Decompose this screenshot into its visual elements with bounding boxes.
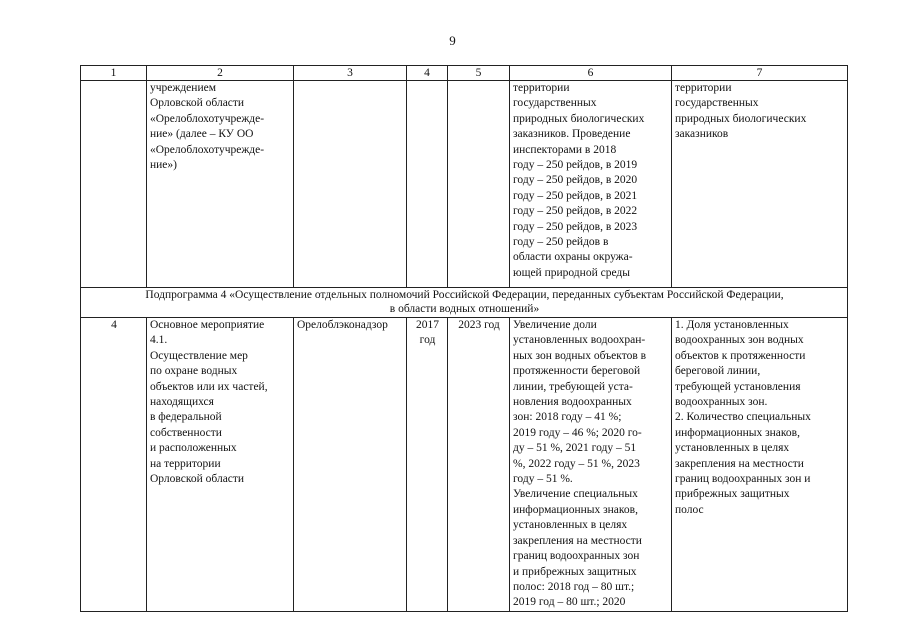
row2-number-cell: 4 bbox=[81, 318, 147, 612]
column-number-2: 2 bbox=[147, 66, 294, 81]
row1-executor-cell bbox=[294, 81, 407, 288]
table-row-continuation bbox=[81, 81, 848, 288]
row2-indicator-cell: 1. Доля установленных водоохранных зон водных объектов к протяженности береговой линии, требующей установления водоохранных зон. 2. Количество специальных информационных знаков, установленных в целях закрепления на местности границ водоохранных зон и прибрежных защитных полос bbox=[672, 318, 848, 612]
row1-indicator-cell: территории государственных природных биологических заказников bbox=[672, 81, 848, 288]
row1-measure-cell: учреждением Орловской области «Орелоблохотучрежде- ние» (далее – КУ ОО «Орелоблохотучрежде- ние») bbox=[147, 81, 294, 288]
page-number: 9 bbox=[449, 33, 456, 48]
column-number-5: 5 bbox=[448, 66, 510, 81]
row2-executor-cell: Орелоблэконадзор bbox=[294, 318, 407, 612]
subprogram-title: Подпрограмма 4 «Осуществление отдельных полномочий Российской Федерации, переданных субъектам Российской Федерации, в области водных отношений» bbox=[81, 288, 848, 318]
row1-number-cell bbox=[81, 81, 147, 288]
row2-measure-cell: Основное мероприятие 4.1. Осуществление мер по охране водных объектов или их частей, находящихся в федеральной собственности и расположенных на территории Орловской области bbox=[147, 318, 294, 612]
column-number-1: 1 bbox=[81, 66, 147, 81]
row1-end-cell bbox=[448, 81, 510, 288]
table-row-measure-4-1 bbox=[81, 318, 848, 612]
row2-end-cell: 2023 год bbox=[448, 318, 510, 612]
row1-start-cell bbox=[407, 81, 448, 288]
row1-result-cell: территории государственных природных биологических заказников. Проведение инспекторами в 2018 году – 250 рейдов, в 2019 году – 250 рейдов, в 2020 году – 250 рейдов, в 2021 году – 250 рейдов, в 2022 году – 250 рейдов, в 2023 году – 250 рейдов в области охраны окружа- ющей природной среды bbox=[510, 81, 672, 288]
subprogram-row bbox=[81, 288, 848, 318]
column-number-7: 7 bbox=[672, 66, 848, 81]
column-number-3: 3 bbox=[294, 66, 407, 81]
column-number-row bbox=[81, 66, 848, 81]
row2-result-cell: Увеличение доли установленных водоохран- ных зон водных объектов в протяженности береговой линии, требующей уста- новления водоохранных зон: 2018 году – 41 %; 2019 году – 46 %; 2020 го- ду – 51 %, 2021 году – 51 %, 2022 году – 51 %, 2023 году – 51 %. Увеличение специальных информационных знаков, установленных в целях закрепления на местности границ водоохранных зон и прибрежных защитных полос: 2018 год – 80 шт.; 2019 год – 80 шт.; 2020 bbox=[510, 318, 672, 612]
measures-table bbox=[80, 65, 848, 612]
column-number-4: 4 bbox=[407, 66, 448, 81]
row2-start-cell: 2017 год bbox=[407, 318, 448, 612]
column-number-6: 6 bbox=[510, 66, 672, 81]
